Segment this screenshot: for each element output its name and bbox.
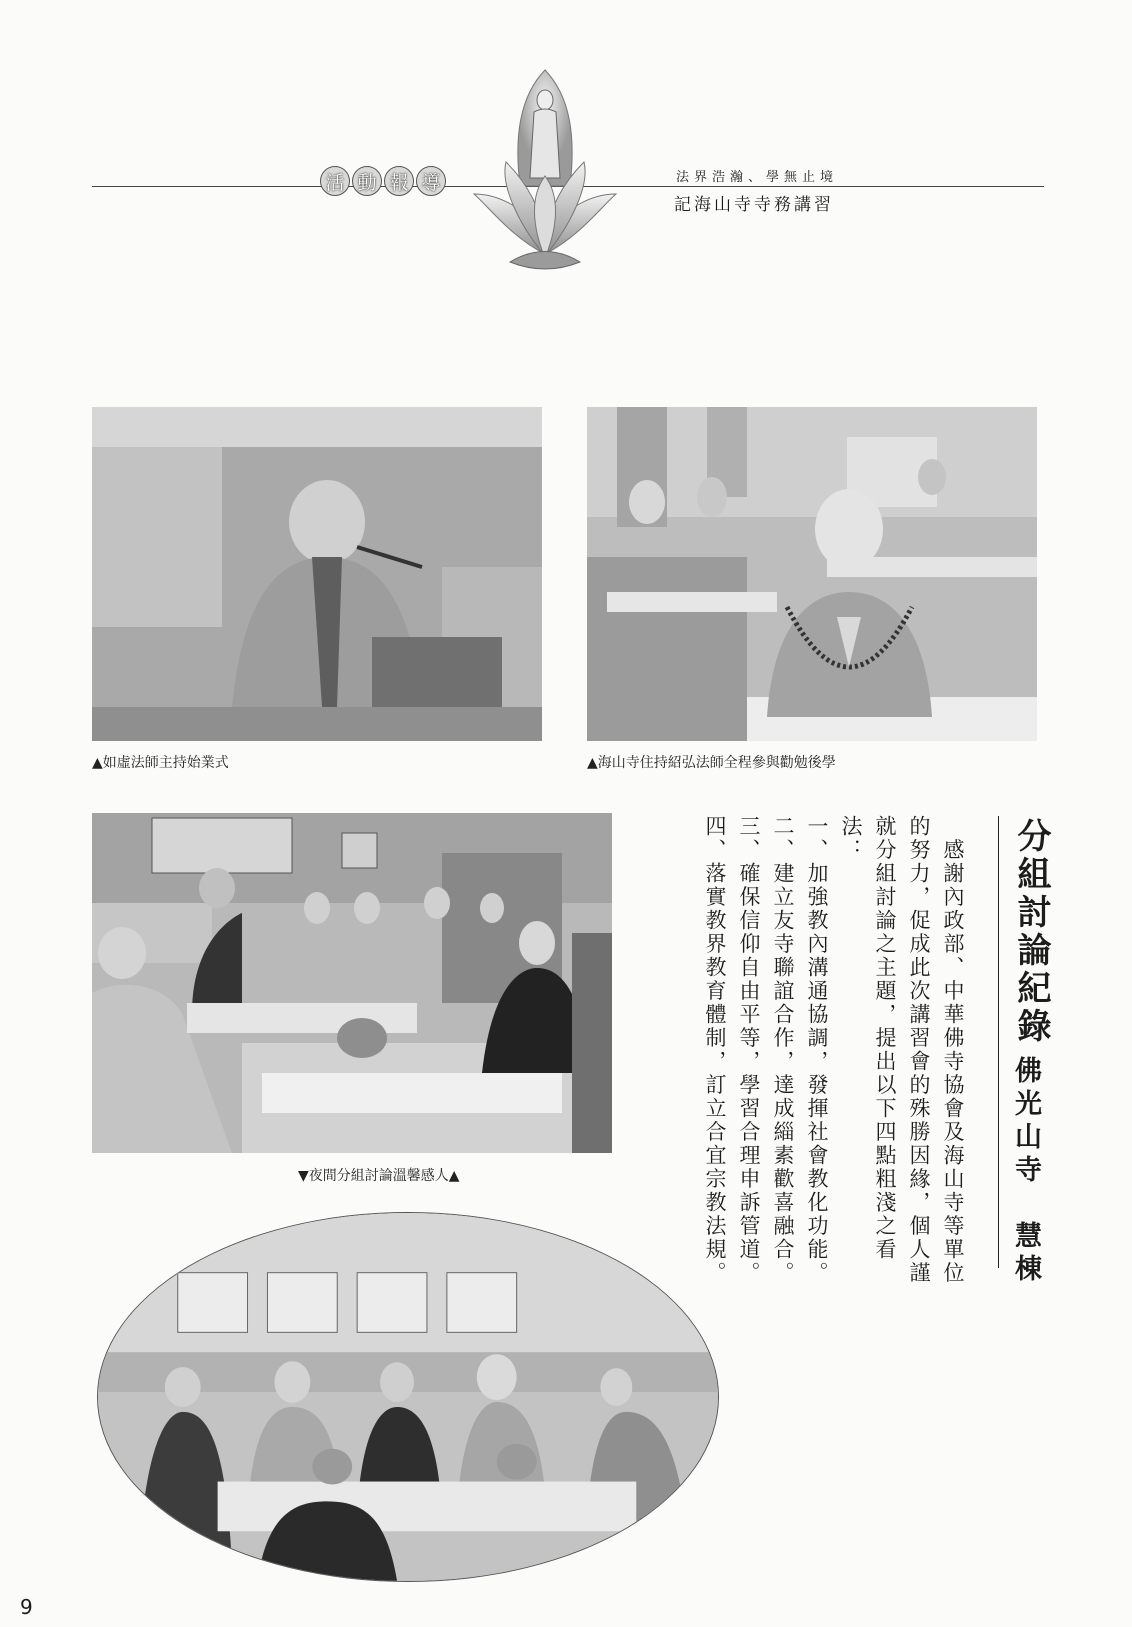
photo-caption: ▼夜間分組討論溫馨感人▲	[298, 1168, 460, 1184]
header-title: 記海山寺寺務講習	[674, 195, 834, 215]
section-tag	[320, 166, 446, 196]
photo-opening-ceremony	[92, 407, 542, 741]
photo-abbess-attending	[587, 407, 1037, 741]
article-heading: 分組討論紀錄	[1011, 818, 1051, 1046]
page-number: 9	[20, 1595, 33, 1619]
article-body	[700, 815, 970, 1295]
lotus-buddha-emblem	[470, 66, 620, 271]
photo-group-discussion-oval	[97, 1212, 719, 1582]
photo-evening-group-discussion	[92, 813, 612, 1153]
section-tag-char: 動	[352, 166, 382, 196]
article-list-item: 四、落實教界教育體制，訂立合宜宗教法規。	[703, 815, 727, 1285]
header-motto: 法界浩瀚、學無止境	[676, 170, 839, 185]
article-list-item: 二、建立友寺聯誼合作，達成緇素歡喜融合。	[771, 815, 795, 1285]
photo-caption: ▲海山寺住持紹弘法師全程參與勸勉後學	[587, 755, 836, 771]
photo-caption: ▲如虛法師主持始業式	[92, 755, 229, 771]
article-paragraph: 感謝內政部、中華佛寺協會及海山寺等單位的努力，促成此次講習會的殊勝因緣，個人謹就分組討論之主題，提出以下四點粗淺之看法：	[839, 815, 965, 1285]
section-tag-char: 報	[384, 166, 414, 196]
section-tag-char: 導	[416, 166, 446, 196]
article-list-item: 三、確保信仰自由平等，學習合理申訴管道。	[737, 815, 761, 1285]
article-list-item: 一、加強教內溝通協調，發揮社會教化功能。	[805, 815, 829, 1285]
heading-rule	[998, 816, 999, 1268]
section-tag-char: 活	[320, 166, 350, 196]
article-author: 佛光山寺 慧棟	[1010, 1056, 1041, 1287]
